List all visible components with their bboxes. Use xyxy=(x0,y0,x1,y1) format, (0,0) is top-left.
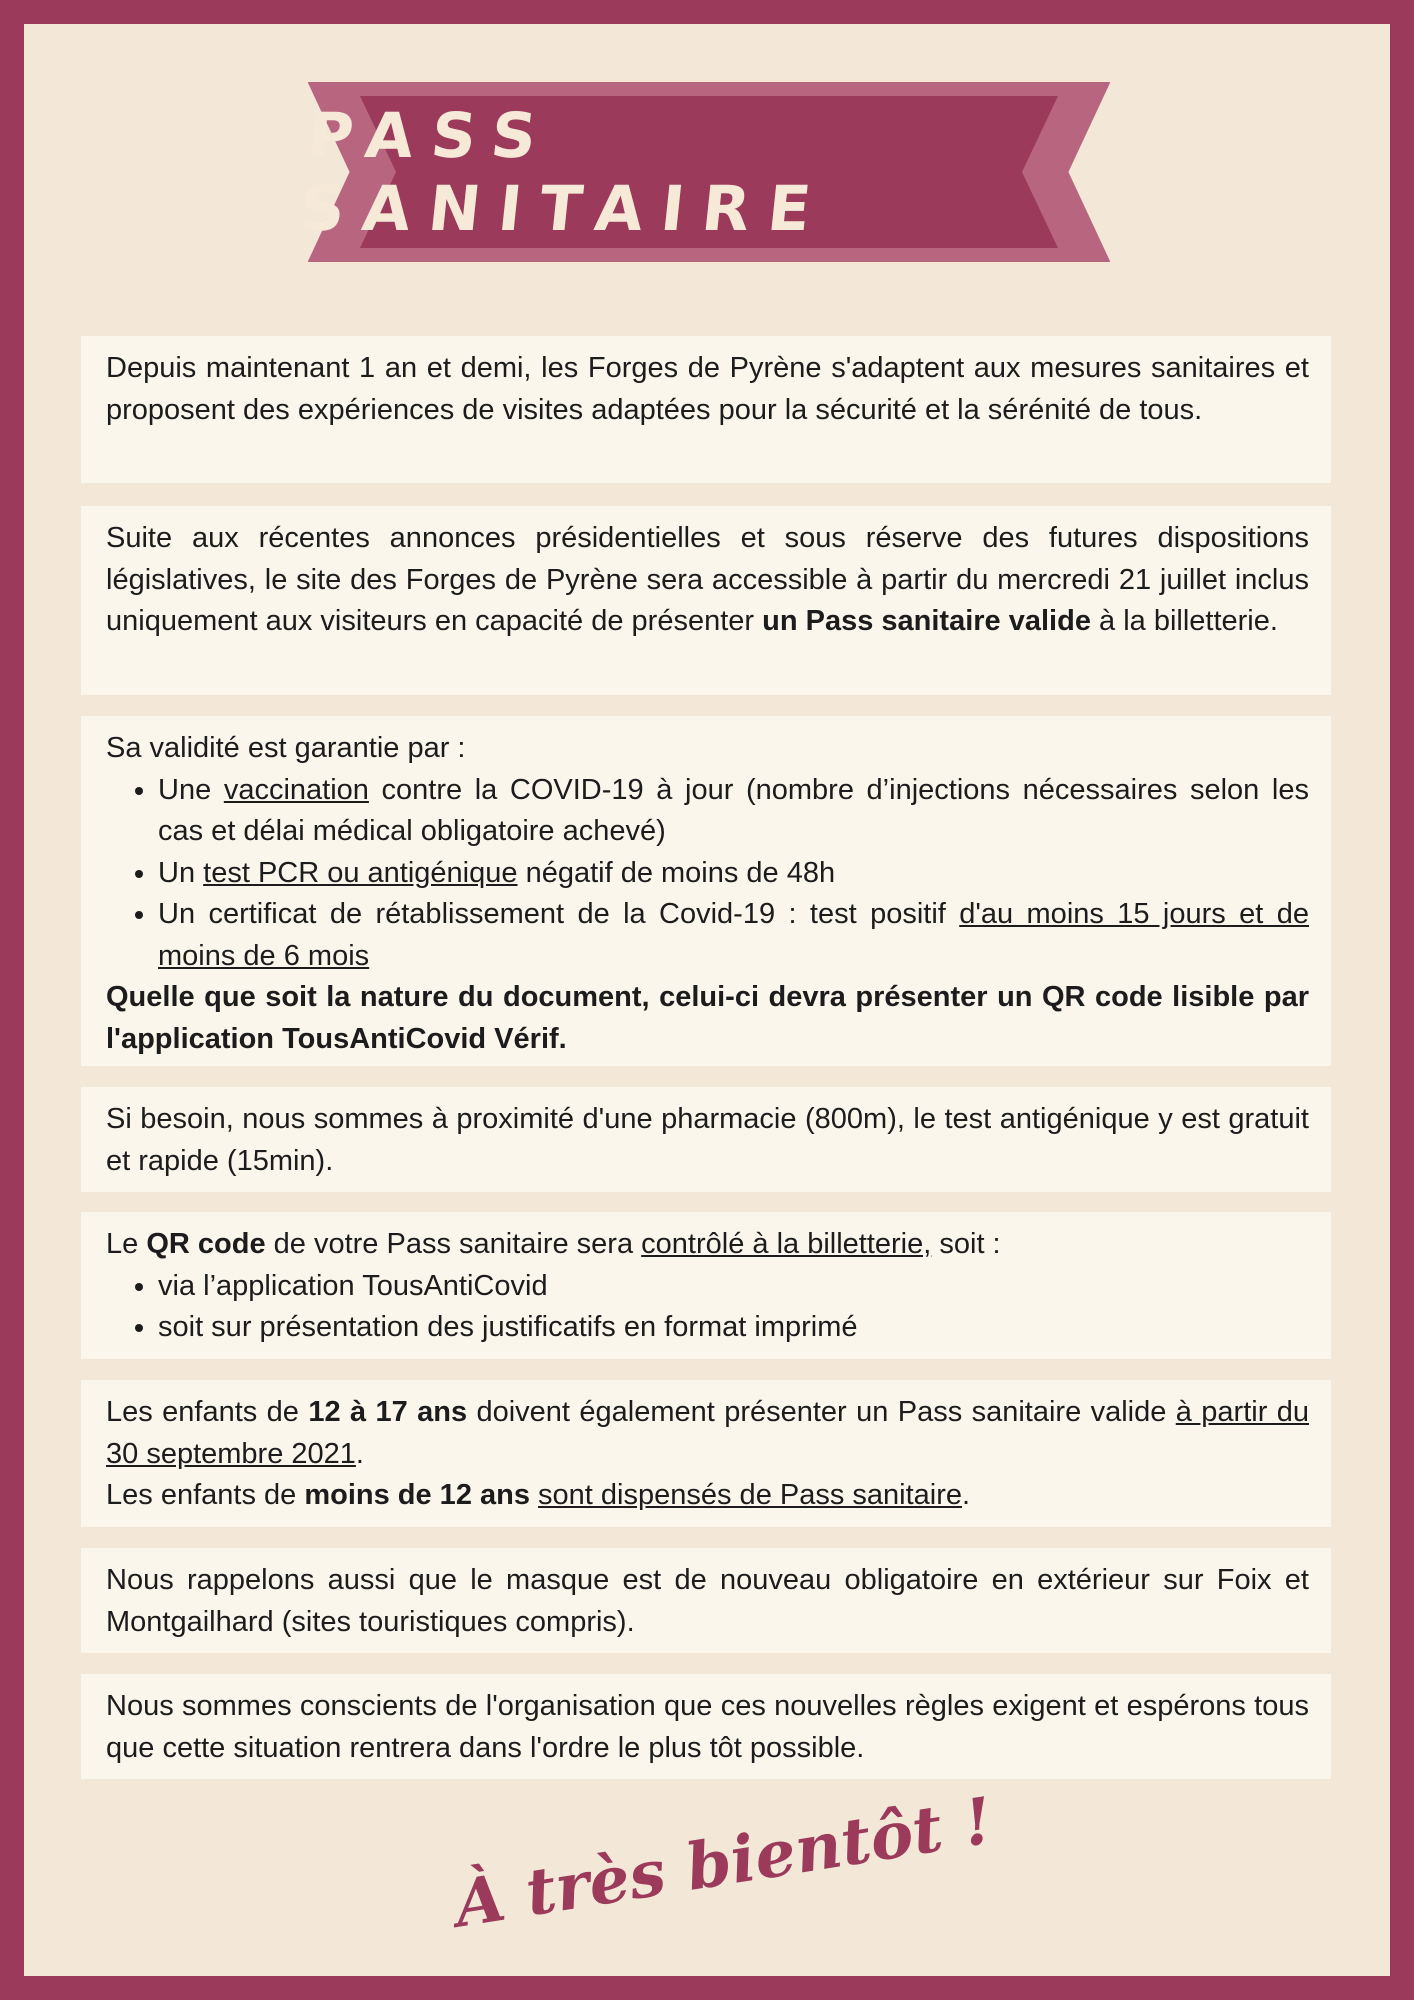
validity-box xyxy=(81,716,1331,1066)
children-text: . xyxy=(962,1479,971,1511)
qr-list xyxy=(106,1266,1309,1349)
children-text: Les enfants de xyxy=(106,1396,309,1428)
qr-text-post: soit : xyxy=(931,1228,1001,1260)
pharmacy-text: Si besoin, nous sommes à proximité d'une pharmacie (800m), le test antigénique y est gratuit et rapide (15min). xyxy=(106,1103,1309,1177)
signature: À très bientôt ! xyxy=(449,1783,998,1943)
children-text: . xyxy=(355,1437,364,1470)
mask-text: Nous rappelons aussi que le masque est de nouveau obligatoire en extérieur sur Foix et Montgailhard (sites touristiques compris). xyxy=(106,1564,1309,1638)
qr-text xyxy=(106,1224,1309,1266)
validity-note-bold: Quelle que soit la nature du document, celui-ci devra présenter un QR code lisible par l'application TousAntiCovid Vérif. xyxy=(106,981,1309,1055)
item-text: Une xyxy=(158,773,224,806)
access-text-main: Suite aux récentes annonces présidentielles et sous réserve des futures dispositions législatives, le site des Forges de Pyrène sera accessible à partir du mercredi 21 juillet inclus uniquement aux visiteurs en capacité de présenter xyxy=(106,522,1309,637)
item-text: négatif de moins de 48h xyxy=(517,856,836,889)
validity-note xyxy=(106,977,1309,1060)
access-text-bold: un Pass sanitaire valide xyxy=(762,605,1091,637)
intro-text: Depuis maintenant 1 an et demi, les Forges de Pyrène s'adaptent aux mesures sanitaires et proposent des expériences de visites adaptées pour la sécurité et la sérénité de tous. xyxy=(106,352,1309,426)
access-text-end: à la billetterie. xyxy=(1090,605,1278,637)
list-item: • soit sur présentation des justificatifs en format imprimé xyxy=(158,1307,1309,1349)
qr-text-underlined: contrôlé à la billetterie, xyxy=(641,1228,932,1260)
children-bold: 12 à 17 ans xyxy=(308,1396,468,1428)
item-underlined: test PCR ou antigénique xyxy=(203,856,518,889)
closing-box xyxy=(81,1674,1331,1779)
item-underlined: d'au moins 15 jours et de moins de 6 mois xyxy=(158,898,1309,972)
children-line-2 xyxy=(106,1475,1309,1517)
children-text: Les enfants de xyxy=(106,1479,305,1511)
item-underlined: vaccination xyxy=(223,773,369,806)
qr-text-mid: de votre Pass sanitaire sera xyxy=(265,1228,642,1260)
closing-text: Nous sommes conscients de l'organisation que ces nouvelles règles exigent et espérons tous que cette situation rentrera dans l'ordre le plus tôt possible. xyxy=(106,1690,1309,1764)
intro-box xyxy=(81,336,1331,483)
validity-list xyxy=(106,770,1309,978)
qr-text-bold: QR code xyxy=(146,1228,266,1260)
list-item xyxy=(158,770,1309,853)
qr-box xyxy=(81,1212,1331,1359)
access-box xyxy=(81,506,1331,695)
mask-box xyxy=(81,1548,1331,1653)
item-text: contre la COVID-19 à jour (nombre d’injections nécessaires selon les cas et délai médical obligatoire achevé) xyxy=(158,773,1309,847)
page-title: PASS SANITAIRE xyxy=(296,99,833,245)
children-line-1 xyxy=(106,1392,1309,1475)
item-text: Un xyxy=(158,856,204,889)
qr-text-pre: Le xyxy=(106,1228,147,1260)
poster xyxy=(24,24,1390,1976)
children-underlined: à partir du 30 septembre 2021 xyxy=(106,1396,1309,1470)
pharmacy-box xyxy=(81,1087,1331,1192)
list-item xyxy=(158,894,1309,977)
children-text xyxy=(530,1479,538,1511)
children-underlined: sont dispensés de Pass sanitaire xyxy=(538,1479,963,1511)
list-item xyxy=(158,853,1309,895)
list-item: • via l’application TousAntiCovid xyxy=(158,1266,1309,1308)
validity-intro: Sa validité est garantie par : xyxy=(106,732,466,764)
access-text xyxy=(106,518,1309,643)
children-text: doivent également présenter un Pass sanitaire valide xyxy=(467,1396,1176,1428)
children-bold: moins de 12 ans xyxy=(304,1479,530,1511)
children-box xyxy=(81,1380,1331,1527)
item-text: Un certificat de rétablissement de la Covid-19 : test positif xyxy=(158,898,960,930)
